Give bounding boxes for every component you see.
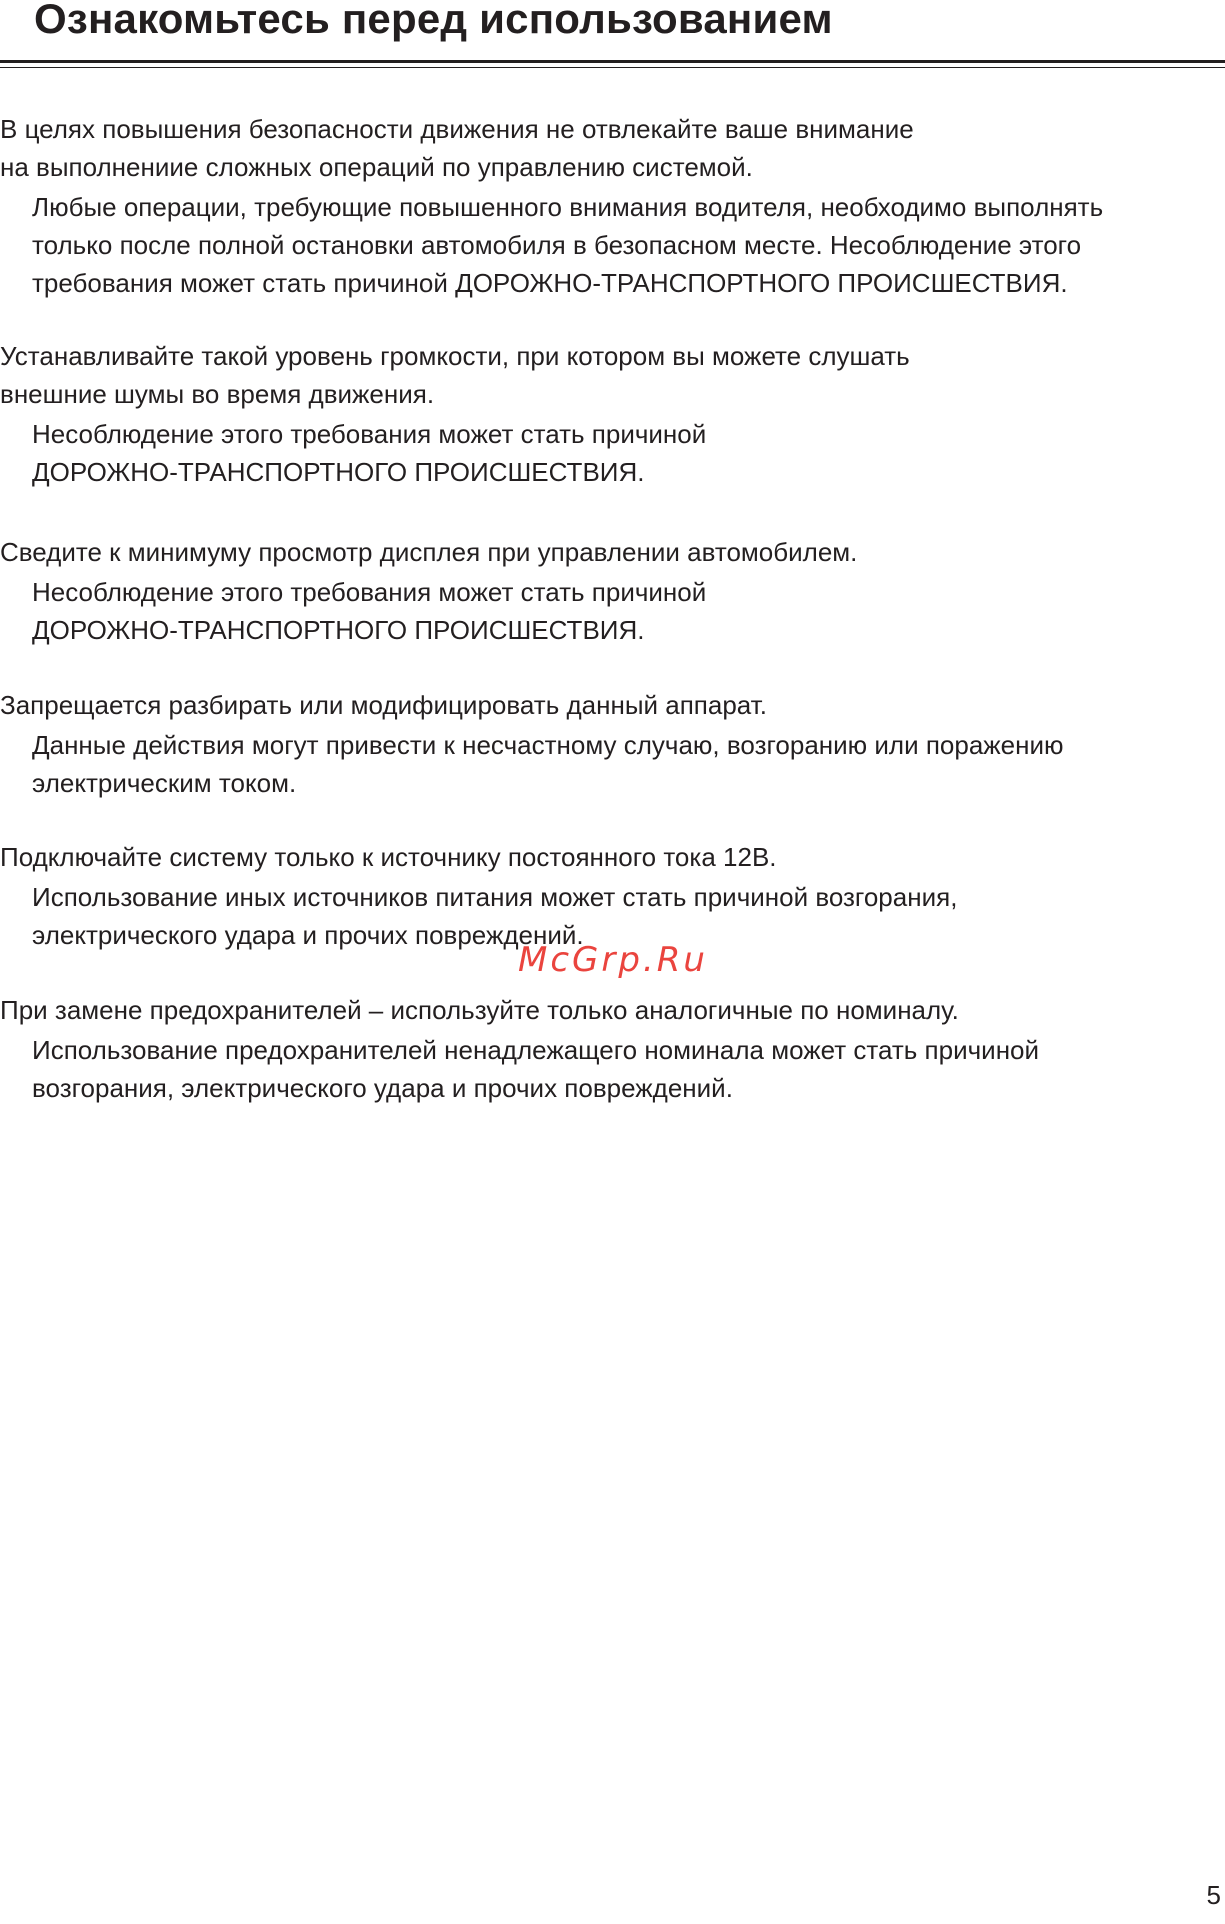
safety-section-attention <box>0 110 1215 302</box>
section-lead <box>0 337 1215 413</box>
detail-line: Любые операции, требующие повышенного внимания водителя, необходимо выполнять <box>32 192 1104 222</box>
detail-line: Использование иных источников питания может стать причиной возгорания, <box>32 882 958 912</box>
safety-section-fuses <box>0 991 1215 1107</box>
section-lead <box>0 110 1215 186</box>
safety-section-display <box>0 533 1215 649</box>
title-rule-thin <box>0 67 1225 68</box>
title-rule-thick <box>0 60 1225 63</box>
lead-line: В целях повышения безопасности движения не отвлекайте ваше внимание <box>0 114 914 144</box>
section-detail <box>32 1031 1215 1107</box>
safety-section-power <box>0 838 1215 954</box>
section-lead <box>0 686 1215 724</box>
section-lead <box>0 533 1215 571</box>
safety-section-disassembly <box>0 686 1215 802</box>
section-lead <box>0 991 1215 1029</box>
lead-line: Сведите к минимуму просмотр дисплея при управлении автомобилем. <box>0 537 858 567</box>
section-detail <box>32 726 1215 802</box>
detail-line: ДОРОЖНО-ТРАНСПОРТНОГО ПРОИСШЕСТВИЯ. <box>32 457 645 487</box>
lead-line: на выполнениие сложных операций по управлению системой. <box>0 152 753 182</box>
detail-line: Данные действия могут привести к несчастному случаю, возгоранию или поражению <box>32 730 1064 760</box>
section-lead <box>0 838 1215 876</box>
section-detail <box>32 415 1215 491</box>
page-number: 5 <box>1206 1880 1221 1910</box>
detail-line: Несоблюдение этого требования может стать причиной <box>32 577 707 607</box>
lead-line: При замене предохранителей – используйте только аналогичные по номиналу. <box>0 995 959 1025</box>
detail-line: только после полной остановки автомобиля в безопасном месте. Несоблюдение этого <box>32 230 1082 260</box>
section-detail <box>32 188 1215 302</box>
lead-line: внешние шумы во время движения. <box>0 379 435 409</box>
detail-line: электрическим током. <box>32 768 297 798</box>
detail-line: требования может стать причиной ДОРОЖНО-ТРАНСПОРТНОГО ПРОИСШЕСТВИЯ. <box>32 268 1068 298</box>
lead-line: Подключайте систему только к источнику постоянного тока 12В. <box>0 842 777 872</box>
detail-line: возгорания, электрического удара и прочих повреждений. <box>32 1073 733 1103</box>
detail-line: электрического удара и прочих повреждений. <box>32 920 584 950</box>
watermark: McGrp.Ru <box>518 940 708 980</box>
safety-section-volume <box>0 337 1215 491</box>
detail-line: Несоблюдение этого требования может стать причиной <box>32 419 707 449</box>
detail-line: Использование предохранителей ненадлежащего номинала может стать причиной <box>32 1035 1040 1065</box>
section-detail <box>32 573 1215 649</box>
lead-line: Устанавливайте такой уровень громкости, при котором вы можете слушать <box>0 341 910 371</box>
detail-line: ДОРОЖНО-ТРАНСПОРТНОГО ПРОИСШЕСТВИЯ. <box>32 615 645 645</box>
lead-line: Запрещается разбирать или модифицировать данный аппарат. <box>0 690 767 720</box>
page-title: Ознакомьтесь перед использованием <box>34 0 833 42</box>
